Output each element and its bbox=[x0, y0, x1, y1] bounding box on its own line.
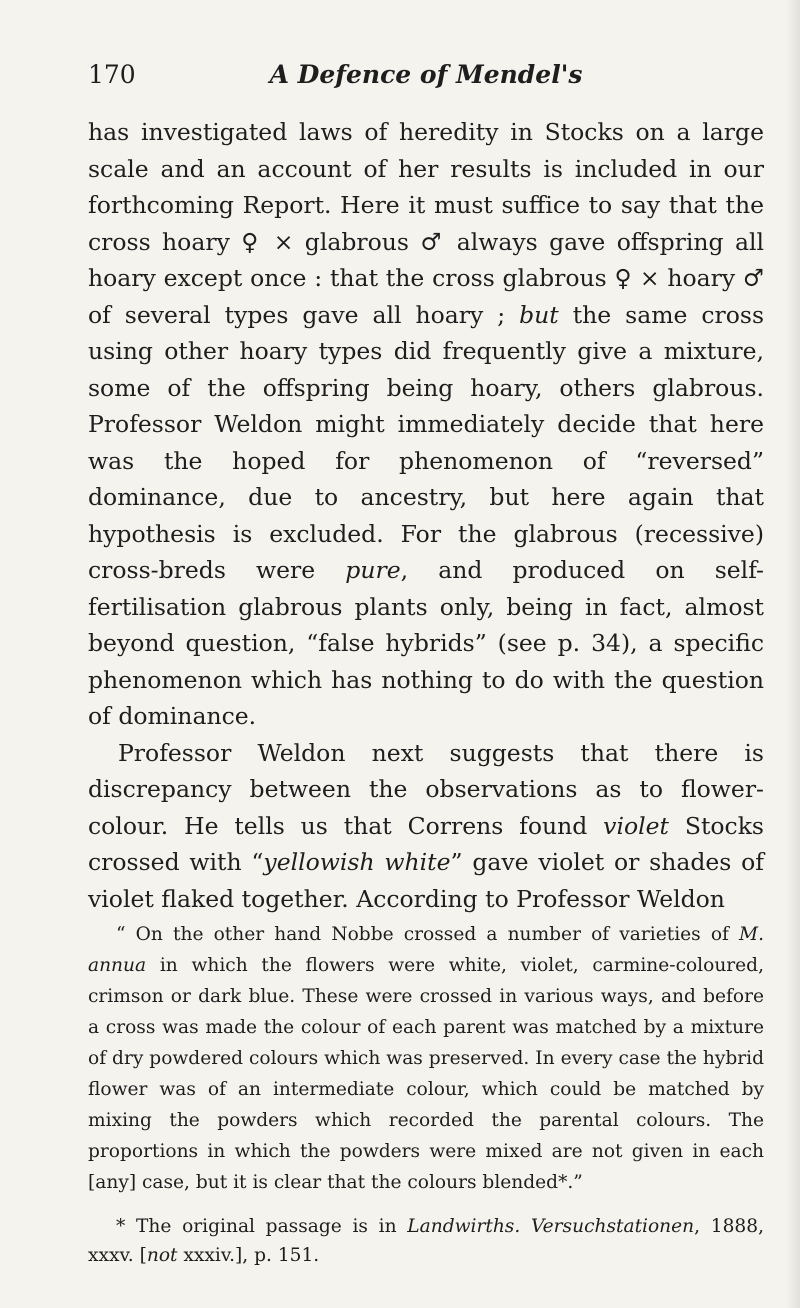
body-text bbox=[88, 114, 764, 917]
block-quote: “ On the other hand Nobbe crossed a number of varieties of M. annua in which the flowers were white, violet, carmine-coloured, crimson or dark blue. These were crossed in various ways, and before a cross was made the colour of each parent was matched by a mixture of dry powdered colours which was preserved. In every case the hybrid flower was of an intermediate colour, which could be matched by mixing the powders which recorded the parental colours. The proportions in which the powders were mixed are not given in each [any] case, but it is clear that the colours blended*.” bbox=[88, 924, 764, 1193]
running-title: A Defence of Mendel's bbox=[269, 60, 583, 89]
page-edge-shadow bbox=[786, 0, 800, 1308]
paragraph-1: has investigated laws of heredity in Stocks on a large scale and an account of her results is included in our forthcoming Report. Here it must suffice to say that the cross hoary ♀ × glabrous ♂ always gave offspring all hoary except once : that the cross glabrous ♀ × hoary ♂ of several types gave all hoary ; but the same cross using other hoary types did frequently give a mixture, some of the offspring being hoary, others glabrous. Professor Weldon might immediately decide that here was the hoped for phenomenon of “reversed” dominance, due to ancestry, but here again that hypothesis is excluded. For the glabrous (recessive) cross-breds were pure, and produced on self-fertilisation glabrous plants only, being in fact, almost beyond question, “false hybrids” (see p. 34), a specific phenomenon which has nothing to do with the question of dominance. bbox=[88, 118, 764, 730]
paragraph-2: Professor Weldon next suggests that there is discrepancy between the observations as to flower-colour. He tells us that Correns found violet Stocks crossed with “yellowish white” gave violet or shades of violet flaked together. According to Professor Weldon bbox=[88, 738, 764, 913]
footnote: * The original passage is in Landwirths. Versuchstationen, 1888, xxxv. [not xxxiv.], p. 151. bbox=[88, 1216, 764, 1266]
page-number: 170 bbox=[88, 60, 136, 89]
page-header bbox=[88, 60, 764, 100]
book-page bbox=[88, 60, 764, 1289]
